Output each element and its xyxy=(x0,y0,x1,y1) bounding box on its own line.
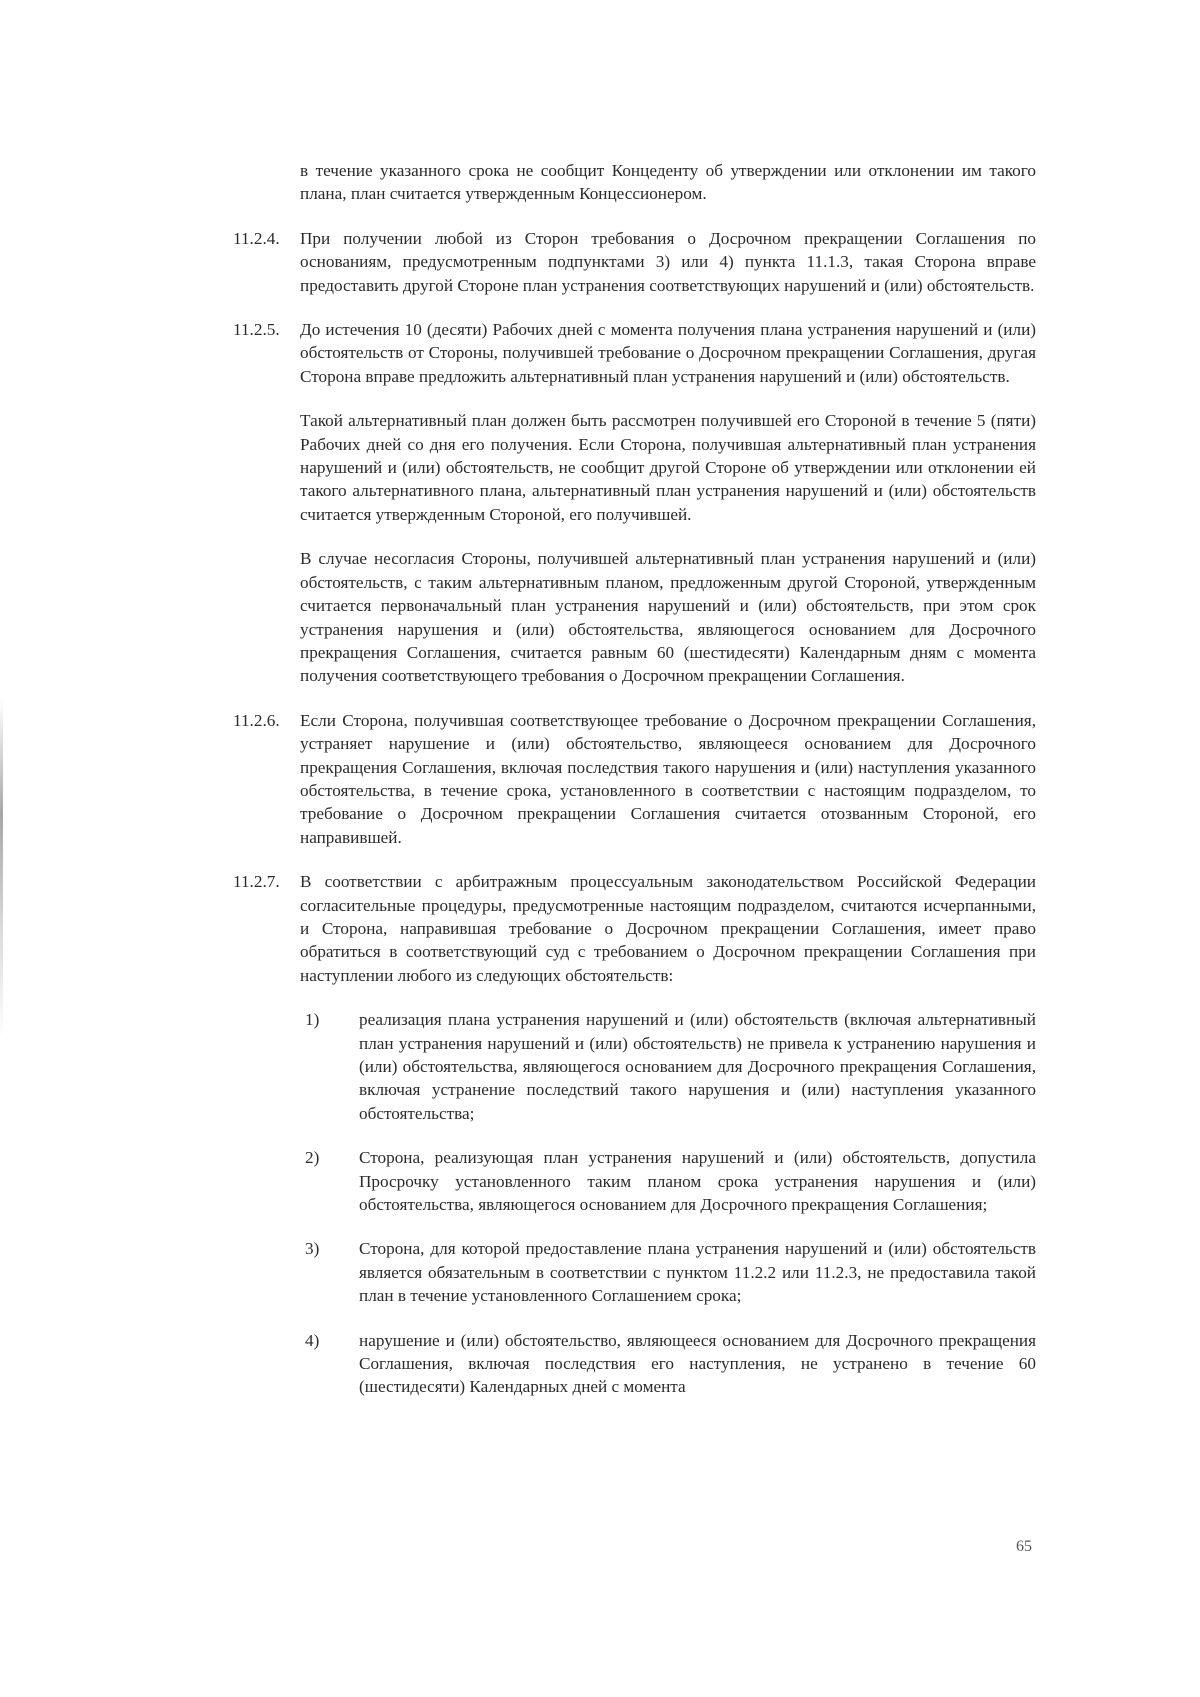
list-item xyxy=(305,1329,1036,1399)
section-text: Если Сторона, получившая соответствующее требование о Досрочном прекращении Соглашения, устраняет нарушение и (или) обстоятельство, являющееся основанием для Досрочного прекращения Соглашения, включая последствия такого нарушения и (или) наступления указанного обстоятельства, в течение срока, установленного в соответствии с настоящим подразделом, то требование о Досрочном прекращении Соглашения считается отозванным Стороной, его направившей. xyxy=(300,710,1036,847)
section-number: 11.2.5. xyxy=(233,320,280,340)
list-item-text: реализация плана устранения нарушений и (или) обстоятельств (включая альтернативный план устранения нарушений и (или) обстоятельств) не привела к устранению нарушения и (или) обстоятельства, являющегося основанием для Досрочного прекращения Соглашения, включая устранение последствий такого нарушения и (или) наступления указанного обстоятельства; xyxy=(359,1010,1036,1123)
section-number: 11.2.7. xyxy=(233,872,280,892)
list-item-number: 2) xyxy=(305,1148,320,1168)
scan-edge-shadow xyxy=(0,700,3,1040)
section-text: В соответствии с арбитражным процессуальным законодательством Российской Федерации согласительные процедуры, предусмотренные настоящим подразделом, считаются исчерпанными, и Сторона, направившая требование о Досрочном прекращении Соглашения, имеет право обратиться в соответствующий суд с требованием о Досрочном прекращении Соглашения при наступлении любого из следующих обстоятельств: xyxy=(300,872,1036,985)
list-item xyxy=(305,1237,1036,1307)
section-11-2-5 xyxy=(233,318,1036,388)
section-11-2-5-paragraph-2: Такой альтернативный план должен быть рассмотрен получившей его Стороной в течение 5 (пяти) Рабочих дней со дня его получения. Если Сторона, получившая альтернативный план устранения нарушений и (или) обстоятельств, не сообщит другой Стороне об утверждении или отклонении ей такого альтернативного плана, альтернативный план устранения нарушений и (или) обстоятельств считается утвержденным Стороной, его получившей. xyxy=(300,411,1036,524)
section-11-2-4 xyxy=(233,227,1036,297)
list-item-text: Сторона, для которой предоставление плана устранения нарушений и (или) обстоятельств является обязательным в соответствии с пунктом 11.2.2 или 11.2.3, не предоставила такой план в течение установленного Соглашением срока; xyxy=(359,1239,1036,1306)
section-text: До истечения 10 (десяти) Рабочих дней с момента получения плана устранения нарушений и (или) обстоятельств от Стороны, получившей требование о Досрочном прекращении Соглашения, другая Сторона вправе предложить альтернативный план устранения нарушений и (или) обстоятельств. xyxy=(300,320,1036,386)
section-11-2-6 xyxy=(233,709,1036,849)
list-item-number: 4) xyxy=(305,1330,320,1350)
section-text: При получении любой из Сторон требования о Досрочном прекращении Соглашения по основаниям, предусмотренным подпунктами 3) или 4) пункта 11.1.3, такая Сторона вправе предоставить другой Стороне план устранения соответствующих нарушений и (или) обстоятельств. xyxy=(300,228,1036,295)
list-item xyxy=(305,1146,1036,1216)
list-item-number: 1) xyxy=(305,1010,320,1030)
list-item-text: Сторона, реализующая план устранения нарушений и (или) обстоятельств, допустила Просрочку установленного таким планом срока устранения нарушения и (или) обстоятельства, являющегося основанием для Досрочного прекращения Соглашения; xyxy=(359,1148,1036,1215)
document-body xyxy=(233,159,1036,1399)
list-item xyxy=(305,1008,1036,1125)
page-number: 65 xyxy=(1016,1538,1032,1555)
section-number: 11.2.4. xyxy=(233,228,280,248)
section-11-2-5-paragraph-3: В случае несогласия Стороны, получившей альтернативный план устранения нарушений и (или) обстоятельств, с таким альтернативным планом, предложенным другой Стороной, утвержденным считается первоначальный план устранения нарушений и (или) обстоятельств, при этом срок устранения нарушения и (или) обстоятельства, являющегося основанием для Досрочного прекращения Соглашения, считается равным 60 (шестидесяти) Календарным дням с момента получения соответствующего требования о Досрочном прекращении Соглашения. xyxy=(300,549,1036,686)
section-11-2-7 xyxy=(233,870,1036,987)
section-number: 11.2.6. xyxy=(233,710,280,730)
list-item-text: нарушение и (или) обстоятельство, являющееся основанием для Досрочного прекращения Соглашения, включая последствия его наступления, не устранено в течение 60 (шестидесяти) Календарных дней с момента xyxy=(359,1330,1036,1397)
intro-paragraph: в течение указанного срока не сообщит Концеденту об утверждении или отклонении им такого плана, план считается утвержденным Концессионером. xyxy=(300,161,1036,204)
list-item-number: 3) xyxy=(305,1239,320,1259)
